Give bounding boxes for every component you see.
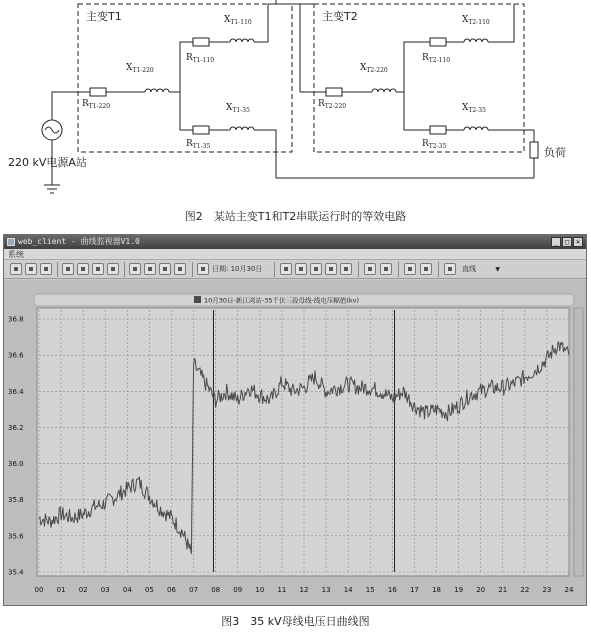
minimize-button[interactable]: _ <box>551 237 561 247</box>
t2-x110-coil <box>464 39 488 42</box>
copy-icon[interactable] <box>295 263 307 275</box>
curve-monitor-window <box>3 234 587 606</box>
load-label: 负荷 <box>544 146 566 159</box>
chevron-down-icon: ▼ <box>495 266 500 273</box>
grid-icon[interactable] <box>420 263 432 275</box>
t1-r220-label: $R_{T1-220}$ <box>82 99 111 110</box>
settings-icon[interactable] <box>340 263 352 275</box>
y-tick-label: 36.0 <box>8 460 24 469</box>
x-tick-label: 20 <box>476 586 486 594</box>
layout-icon[interactable] <box>380 263 392 275</box>
y-tick-label: 36.2 <box>8 423 24 432</box>
voltage-line-chart[interactable] <box>4 280 586 605</box>
y-tick-label: 35.6 <box>8 532 24 541</box>
print-icon[interactable] <box>25 263 37 275</box>
line-style-icon[interactable] <box>444 263 456 275</box>
play-icon[interactable] <box>159 263 171 275</box>
x-tick-label: 21 <box>498 586 508 594</box>
load-symbol <box>530 142 538 158</box>
cursor-icon[interactable] <box>280 263 292 275</box>
x-tick-label: 04 <box>122 586 132 594</box>
x-tick-label: 13 <box>321 586 331 594</box>
x-tick-label: 09 <box>233 586 243 594</box>
x-tick-label: 12 <box>299 586 309 594</box>
menu-system[interactable]: 系统 <box>8 250 24 259</box>
menu-bar <box>4 249 586 260</box>
app-icon <box>7 238 15 246</box>
x-tick-label: 17 <box>409 586 419 594</box>
t1-x110-coil <box>230 39 254 42</box>
window-titlebar[interactable] <box>4 235 586 249</box>
equivalent-circuit-diagram <box>0 0 591 200</box>
export-icon[interactable] <box>364 263 376 275</box>
t2-x220-label: $X_{T2-220}$ <box>360 63 388 74</box>
split-icon[interactable] <box>404 263 416 275</box>
t1-x220-label: $X_{T1-220}$ <box>126 63 154 74</box>
t1-x220-coil <box>145 89 169 92</box>
x-tick-label: 11 <box>277 586 287 594</box>
pan-icon[interactable] <box>129 263 141 275</box>
table-icon[interactable] <box>310 263 322 275</box>
zoom-reset-icon[interactable] <box>107 263 119 275</box>
save-icon[interactable] <box>40 263 52 275</box>
x-tick-label: 08 <box>211 586 221 594</box>
source-label: 220 kV电源A站 <box>8 156 87 169</box>
t1-box-label: 主变T1 <box>86 10 122 23</box>
figure-2-caption: 图2 某站主变T1和T2串联运行时的等效电路 <box>184 210 407 223</box>
x-tick-label: 00 <box>34 586 44 594</box>
legend <box>194 296 359 305</box>
t2-x35-label: $X_{T2-35}$ <box>462 103 486 114</box>
date-field[interactable]: 日期: 10月30日 <box>212 265 263 273</box>
x-tick-label: 01 <box>56 586 66 594</box>
close-button[interactable]: × <box>573 237 583 247</box>
toolbar <box>4 260 586 279</box>
x-tick-label: 24 <box>564 586 574 594</box>
right-scrollbar[interactable] <box>574 308 583 576</box>
x-tick-label: 19 <box>454 586 464 594</box>
chart-title: 10月30日-新江湾站-35千伏三段母线-线电压幅值(kv) <box>204 296 360 305</box>
x-axis-ticks <box>35 586 574 594</box>
t2-x220-coil <box>372 89 396 92</box>
forward-icon[interactable] <box>174 263 186 275</box>
legend-swatch <box>194 296 201 303</box>
x-tick-label: 18 <box>432 586 441 594</box>
t2-r35-label: $R_{T2-35}$ <box>422 139 447 150</box>
t1-x110-label: $X_{T1-110}$ <box>224 15 252 26</box>
line-style-dropdown[interactable] <box>462 263 500 276</box>
zoom-in-icon[interactable] <box>62 263 74 275</box>
t2-x110-label: $X_{T2-110}$ <box>462 15 490 26</box>
x-tick-label: 16 <box>387 586 397 594</box>
figure-3-caption: 图3 35 kV母线电压日曲线图 <box>221 615 370 628</box>
dropdown-value: 直线 <box>462 265 476 273</box>
x-tick-label: 23 <box>542 586 552 594</box>
window-title: web_client - 曲线监视器V1.0 <box>18 237 140 246</box>
calendar-icon[interactable] <box>197 263 209 275</box>
y-tick-label: 35.4 <box>8 568 24 577</box>
t2-x35-coil <box>464 127 488 130</box>
t1-r35-label: $R_{T1-35}$ <box>186 139 211 150</box>
x-tick-label: 03 <box>100 586 110 594</box>
x-tick-label: 15 <box>365 586 375 594</box>
x-tick-label: 22 <box>520 586 530 594</box>
x-tick-label: 02 <box>78 586 88 594</box>
t2-r220-label: $R_{T2-220}$ <box>318 99 347 110</box>
maximize-button[interactable]: □ <box>562 237 572 247</box>
y-tick-label: 36.4 <box>8 387 24 396</box>
t1-x35-label: $X_{T1-35}$ <box>226 103 250 114</box>
t1-r110-label: $R_{T1-110}$ <box>186 53 215 64</box>
t2-box-label: 主变T2 <box>322 10 358 23</box>
y-tick-label: 36.6 <box>8 351 24 360</box>
back-icon[interactable] <box>144 263 156 275</box>
y-tick-label: 36.8 <box>8 315 24 324</box>
y-axis-ticks <box>8 316 24 577</box>
t2-r110-label: $R_{T2-110}$ <box>422 53 451 64</box>
t1-x35-coil <box>230 127 254 130</box>
x-tick-label: 05 <box>144 586 154 594</box>
plot-panel <box>4 280 586 605</box>
edit-icon[interactable] <box>325 263 337 275</box>
x-tick-label: 06 <box>167 586 176 594</box>
x-tick-label: 07 <box>189 586 199 594</box>
zoom-out-icon[interactable] <box>77 263 89 275</box>
zoom-fit-icon[interactable] <box>92 263 104 275</box>
x-tick-label: 10 <box>255 586 265 594</box>
y-tick-label: 35.8 <box>8 496 24 505</box>
x-tick-label: 14 <box>343 586 353 594</box>
new-icon[interactable] <box>10 263 22 275</box>
